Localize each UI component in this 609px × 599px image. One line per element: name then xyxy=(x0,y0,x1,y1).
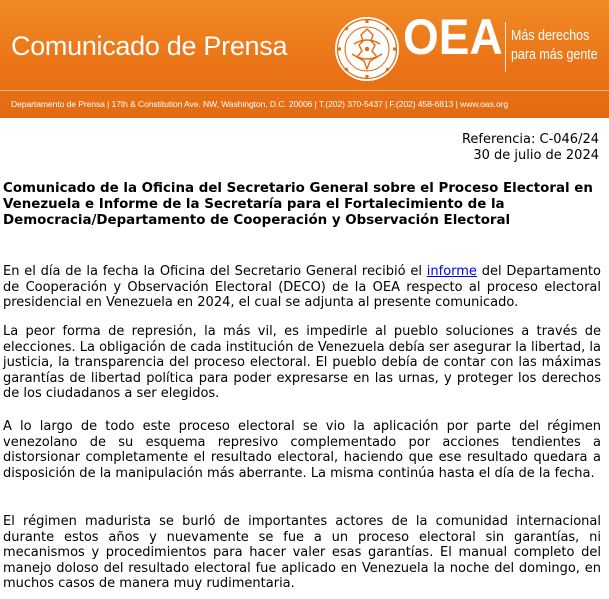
reference-code: Referencia: C-046/24 xyxy=(461,132,599,147)
banner-title: Comunicado de Prensa xyxy=(11,31,288,61)
contact-info: Departamento de Prensa | 17th & Constitution Ave. NW, Washington, D.C. 20006 | T.(202) 370-5437 | F.(202) 458-6813 | www.oas.org xyxy=(11,99,509,109)
press-release-headline: Comunicado de la Oficina del Secretario General sobre el Proceso Electoral en Venezuela e Informe de la Secretaría para el Fortalecimiento de la Democracia/Departamento de Cooperación y Observación Electoral xyxy=(3,181,593,228)
brand-tagline xyxy=(511,27,598,65)
reference-block xyxy=(462,132,599,164)
paragraph-1-start: En el día de la fecha la Oficina del Secretario General recibió el xyxy=(3,264,427,279)
paragraph-2: La peor forma de represión, la más vil, es impedirle al pueblo soluciones a través de elecciones. La obligación de cada institución de Venezuela debía ser asegurar la libertad, la justicia, la transparencia del proceso electoral. El pueblo debía de contar con las máximas garantías de libertad política para poder expresarse en las urnas, y proteger los derechos de los ciudadanos a ser elegidos. xyxy=(3,324,601,402)
paragraph-4: El régimen madurista se burló de importantes actores de la comunidad internacional durante estos años y nuevamente se fue a un proceso electoral sin garantías, ni mecanismos y procedimientos para hacer valer esas garantías. El manual completo del manejo doloso del resultado electoral fue aplicado en Venezuela la noche del domingo, en muchos casos de manera muy rudimentaria. xyxy=(3,514,601,592)
paragraph-1-end: del Departamento de Cooperación y Observación Electoral (DECO) de la OEA respecto al proceso electoral presidencial en Venezuela en 2024, el cual se adjunta al presente comunicado. xyxy=(3,264,601,311)
reference-date: 30 de julio de 2024 xyxy=(473,148,599,163)
tagline-line-1: Más derechos xyxy=(511,28,590,44)
oas-seal-icon xyxy=(334,16,400,82)
paragraph-1 xyxy=(3,264,601,311)
oea-brand-logo: OEA xyxy=(403,9,503,65)
paragraph-3: A lo largo de todo este proceso electoral se vio la aplicación por parte del régimen venezolano de su esquema represivo complementado por acciones tendientes a distorsionar completamente el resultado electoral, haciendo que ese resultado quedara a disposición de la manipulación más aberrante. La misma continúa hasta el día de la fecha. xyxy=(3,419,601,481)
informe-link[interactable]: informe xyxy=(426,264,477,279)
tagline-line-2: para más gente xyxy=(511,47,598,63)
banner-divider xyxy=(0,90,609,91)
press-release-banner xyxy=(0,0,609,118)
brand-divider xyxy=(505,22,506,72)
